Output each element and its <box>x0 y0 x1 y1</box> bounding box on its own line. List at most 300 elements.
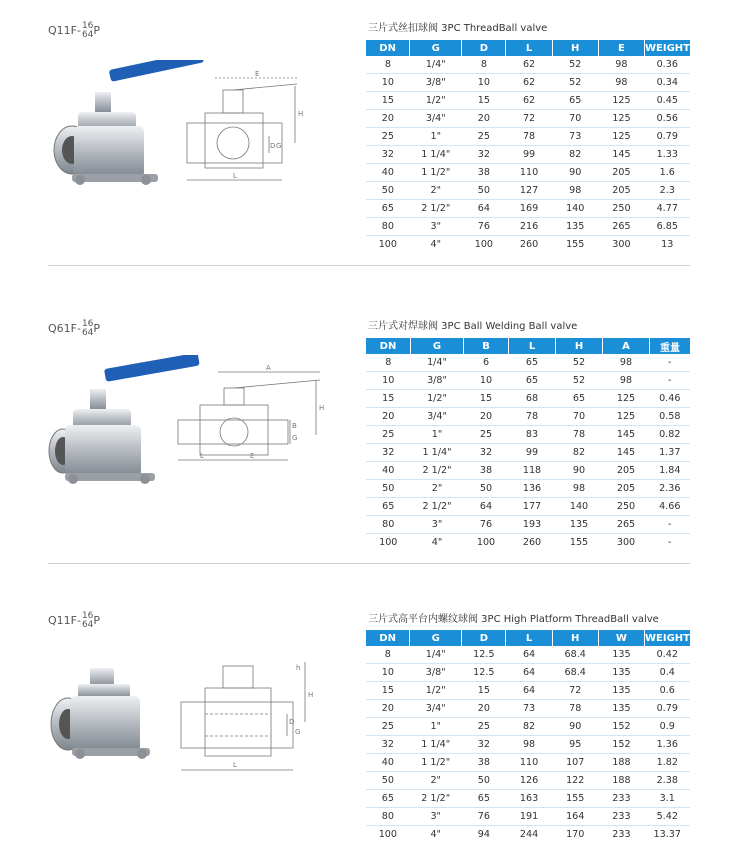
table-cell: 12.5 <box>462 664 506 682</box>
table-cell: 145 <box>603 444 650 462</box>
table-row <box>366 462 690 480</box>
table-cell: 38 <box>462 164 506 182</box>
table-cell: 8 <box>366 646 410 664</box>
table-cell: 300 <box>603 534 650 552</box>
table-cell: 65 <box>556 390 603 408</box>
table-cell: 1.82 <box>645 754 690 772</box>
table-cell: 38 <box>464 462 509 480</box>
section-divider <box>48 563 690 564</box>
dim-label: A <box>266 364 271 372</box>
table-cell: 169 <box>506 200 552 218</box>
table-cell: 4.77 <box>645 200 690 218</box>
table-row <box>366 164 690 182</box>
table-cell: 98 <box>598 74 644 92</box>
table-cell: 72 <box>506 110 552 128</box>
table-cell: 3/4" <box>410 700 462 718</box>
table-cell: 50 <box>366 772 410 790</box>
table-cell: 1 1/2" <box>410 754 462 772</box>
table-cell: 94 <box>462 826 506 843</box>
column-header: H <box>556 338 603 354</box>
table-cell: 233 <box>598 790 644 808</box>
dimension-drawing <box>175 68 310 186</box>
table-cell: 38 <box>462 754 506 772</box>
dim-label: H <box>298 110 303 118</box>
table-cell: 122 <box>552 772 598 790</box>
table-cell: 1 1/4" <box>410 736 462 754</box>
table-row <box>366 826 690 843</box>
dim-label: D <box>270 142 275 150</box>
table-cell: 1" <box>410 718 462 736</box>
table-cell: 2.3 <box>645 182 690 200</box>
model-fraction <box>82 612 93 630</box>
column-header: G <box>410 630 462 646</box>
table-cell: 164 <box>552 808 598 826</box>
table-cell: 8 <box>366 56 410 74</box>
table-row <box>366 92 690 110</box>
table-body <box>366 646 690 843</box>
dim-label: E <box>250 452 254 460</box>
table-cell: 110 <box>506 164 552 182</box>
table-cell: 191 <box>506 808 552 826</box>
model-suffix: P <box>93 322 100 335</box>
table-cell: 25 <box>464 426 509 444</box>
table-cell: 20 <box>366 700 410 718</box>
column-header: B <box>464 338 509 354</box>
table-cell: 2" <box>410 182 462 200</box>
table-cell: 78 <box>552 700 598 718</box>
table-cell: 1 1/4" <box>410 146 462 164</box>
table-cell: 100 <box>366 534 411 552</box>
table-cell: 15 <box>366 390 411 408</box>
table-cell: 1 1/4" <box>411 444 464 462</box>
table-cell: 64 <box>506 664 552 682</box>
table-cell: 73 <box>506 700 552 718</box>
table-cell: 260 <box>509 534 556 552</box>
column-header: D <box>462 630 506 646</box>
table-cell: 3.1 <box>645 790 690 808</box>
table-row <box>366 682 690 700</box>
table-cell: 80 <box>366 808 410 826</box>
table-cell: 3/8" <box>411 372 464 390</box>
table-cell: 135 <box>552 218 598 236</box>
table-cell: 20 <box>366 110 410 128</box>
table-cell: 65 <box>366 790 410 808</box>
table-title: 三片式高平台内螺纹球阀 3PC High Platform ThreadBall valve <box>368 610 659 625</box>
table-cell: 125 <box>598 110 644 128</box>
table-cell: 188 <box>598 754 644 772</box>
table-cell: 5.42 <box>645 808 690 826</box>
table-cell: 50 <box>462 182 506 200</box>
table-cell: 65 <box>552 92 598 110</box>
table-cell: 3/4" <box>410 110 462 128</box>
table-row <box>366 790 690 808</box>
section-thread-valve <box>0 0 746 265</box>
table-cell: 0.45 <box>645 92 690 110</box>
column-header: G <box>410 40 462 56</box>
model-fraction <box>82 22 93 40</box>
table-cell: 64 <box>506 646 552 664</box>
column-header: WEIGHT <box>645 630 690 646</box>
table-row <box>366 372 690 390</box>
table-cell: 100 <box>366 236 410 254</box>
table-cell: 0.4 <box>645 664 690 682</box>
table-cell: 82 <box>556 444 603 462</box>
table-cell: 2 1/2" <box>411 498 464 516</box>
table-row <box>366 444 690 462</box>
table-cell: 15 <box>462 92 506 110</box>
table-cell: 188 <box>598 772 644 790</box>
table-cell: 100 <box>464 534 509 552</box>
table-cell: 99 <box>506 146 552 164</box>
table-cell: 205 <box>603 480 650 498</box>
table-cell: 0.79 <box>645 128 690 146</box>
table-cell: 80 <box>366 516 411 534</box>
table-cell: 32 <box>366 736 410 754</box>
table-cell: 20 <box>366 408 411 426</box>
table-cell: 0.79 <box>645 700 690 718</box>
dim-label: h <box>296 664 300 672</box>
table-cell: 244 <box>506 826 552 843</box>
table-cell: 135 <box>598 664 644 682</box>
table-cell: 135 <box>556 516 603 534</box>
valve-body <box>65 425 141 477</box>
table-cell: 78 <box>556 426 603 444</box>
table-cell: 145 <box>603 426 650 444</box>
table-cell: 155 <box>552 790 598 808</box>
table-row <box>366 128 690 146</box>
table-cell: 140 <box>552 200 598 218</box>
table-cell: 25 <box>366 718 410 736</box>
table-cell: 12.5 <box>462 646 506 664</box>
table-cell: 65 <box>462 790 506 808</box>
valve-body <box>74 126 144 178</box>
model-num: 16 <box>82 612 93 621</box>
model-code <box>48 320 100 338</box>
table-cell: 0.56 <box>645 110 690 128</box>
model-prefix: Q61F- <box>48 322 81 335</box>
table-cell: 98 <box>552 182 598 200</box>
table-cell: 125 <box>603 390 650 408</box>
table-cell: 52 <box>556 354 603 372</box>
table-cell: 65 <box>509 354 556 372</box>
table-cell: 64 <box>462 200 506 218</box>
table-row <box>366 754 690 772</box>
table-row <box>366 736 690 754</box>
model-den: 64 <box>82 621 93 630</box>
table-row <box>366 74 690 92</box>
table-cell: 118 <box>509 462 556 480</box>
column-header: DN <box>366 338 411 354</box>
table-cell: 0.42 <box>645 646 690 664</box>
table-cell: 0.34 <box>645 74 690 92</box>
column-header: L <box>509 338 556 354</box>
table-cell: 265 <box>603 516 650 534</box>
table-cell: 10 <box>464 372 509 390</box>
table-cell: 78 <box>509 408 556 426</box>
table-cell: 20 <box>462 700 506 718</box>
column-header: D <box>462 40 506 56</box>
table-cell: 1.84 <box>650 462 691 480</box>
table-cell: 50 <box>366 182 410 200</box>
table-cell: 13 <box>645 236 690 254</box>
table-cell: 20 <box>464 408 509 426</box>
table-row <box>366 146 690 164</box>
table-cell: 76 <box>462 218 506 236</box>
table-cell: 83 <box>509 426 556 444</box>
dim-label: E <box>255 70 259 78</box>
table-cell: 1.6 <box>645 164 690 182</box>
table-cell: 72 <box>552 682 598 700</box>
dim-label: H <box>319 404 324 412</box>
table-cell: 126 <box>506 772 552 790</box>
spec-table <box>366 630 690 843</box>
section-high-platform-valve <box>0 580 746 834</box>
model-num: 16 <box>82 320 93 329</box>
table-cell: 78 <box>506 128 552 146</box>
table-cell: 90 <box>552 718 598 736</box>
table-cell: 205 <box>598 182 644 200</box>
table-cell: 152 <box>598 718 644 736</box>
table-row <box>366 808 690 826</box>
table-row <box>366 480 690 498</box>
table-cell: 32 <box>462 736 506 754</box>
table-cell: 3/8" <box>410 664 462 682</box>
table-cell: 6 <box>464 354 509 372</box>
table-cell: 4.66 <box>650 498 691 516</box>
table-cell: 0.46 <box>650 390 691 408</box>
dimension-drawing <box>170 360 330 472</box>
table-cell: 2 1/2" <box>410 200 462 218</box>
table-cell: 205 <box>603 462 650 480</box>
table-cell: 52 <box>552 74 598 92</box>
table-row <box>366 390 690 408</box>
table-cell: 3" <box>410 218 462 236</box>
dim-label: L <box>233 761 237 769</box>
table-cell: 4" <box>410 236 462 254</box>
table-cell: 6.85 <box>645 218 690 236</box>
table-cell: 0.58 <box>650 408 691 426</box>
column-header: 重量 <box>650 338 691 354</box>
table-cell: 1/2" <box>410 92 462 110</box>
table-row <box>366 56 690 74</box>
table-row <box>366 646 690 664</box>
table-row <box>366 408 690 426</box>
table-cell: 25 <box>366 128 410 146</box>
model-num: 16 <box>82 22 93 31</box>
table-row <box>366 110 690 128</box>
table-cell: 25 <box>462 718 506 736</box>
table-cell: 0.36 <box>645 56 690 74</box>
valve-stem <box>95 92 111 114</box>
table-cell: 152 <box>598 736 644 754</box>
table-cell: 4" <box>411 534 464 552</box>
table-cell: 62 <box>506 92 552 110</box>
table-cell: 10 <box>366 664 410 682</box>
table-cell: 98 <box>603 372 650 390</box>
table-cell: 2 1/2" <box>410 790 462 808</box>
table-cell: 76 <box>462 808 506 826</box>
table-row <box>366 218 690 236</box>
table-cell: 1" <box>411 426 464 444</box>
table-cell: 4" <box>410 826 462 843</box>
table-cell: 64 <box>464 498 509 516</box>
table-cell: 1.37 <box>650 444 691 462</box>
table-cell: 62 <box>506 74 552 92</box>
table-cell: 10 <box>366 74 410 92</box>
table-cell: 15 <box>366 92 410 110</box>
table-cell: 1.36 <box>645 736 690 754</box>
table-cell: 100 <box>366 826 410 843</box>
table-cell: 300 <box>598 236 644 254</box>
table-cell: 62 <box>506 56 552 74</box>
table-cell: 260 <box>506 236 552 254</box>
table-cell: 25 <box>462 128 506 146</box>
column-header: WEIGHT <box>645 40 690 56</box>
table-cell: 99 <box>509 444 556 462</box>
table-cell: 82 <box>506 718 552 736</box>
table-body <box>366 56 690 253</box>
spec-table <box>366 40 690 253</box>
table-row <box>366 700 690 718</box>
table-cell: 90 <box>556 462 603 480</box>
table-cell: 2.36 <box>650 480 691 498</box>
table-cell: 98 <box>556 480 603 498</box>
table-header-row <box>366 338 690 354</box>
table-cell: 76 <box>464 516 509 534</box>
table-row <box>366 354 690 372</box>
table-cell: 70 <box>556 408 603 426</box>
table-cell: 98 <box>598 56 644 74</box>
table-cell: 25 <box>366 426 411 444</box>
table-cell: 68 <box>509 390 556 408</box>
model-fraction <box>82 320 93 338</box>
table-cell: 90 <box>552 164 598 182</box>
section-welding-valve <box>0 290 746 560</box>
table-cell: 70 <box>552 110 598 128</box>
table-cell: 100 <box>462 236 506 254</box>
model-suffix: P <box>93 24 100 37</box>
dim-label: G <box>295 728 300 736</box>
column-header: H <box>552 40 598 56</box>
column-header: L <box>506 630 552 646</box>
table-cell: 8 <box>366 354 411 372</box>
table-cell: 1/2" <box>410 682 462 700</box>
model-code <box>48 22 100 40</box>
table-cell: 155 <box>556 534 603 552</box>
table-cell: 2.38 <box>645 772 690 790</box>
table-cell: 125 <box>598 128 644 146</box>
dim-label: L <box>200 452 204 460</box>
table-cell: 32 <box>366 444 411 462</box>
table-cell: 32 <box>366 146 410 164</box>
table-cell: 3" <box>411 516 464 534</box>
dim-label: L <box>233 172 237 180</box>
table-cell: - <box>650 372 691 390</box>
table-cell: 65 <box>366 200 410 218</box>
table-title: 三片式丝扣球阀 3PC ThreadBall valve <box>368 19 547 34</box>
table-cell: 40 <box>366 754 410 772</box>
table-cell: 50 <box>366 480 411 498</box>
table-cell: 155 <box>552 236 598 254</box>
column-header: W <box>598 630 644 646</box>
dim-label: H <box>308 691 313 699</box>
valve-body <box>70 696 140 752</box>
table-row <box>366 664 690 682</box>
table-cell: 40 <box>366 164 410 182</box>
table-cell: - <box>650 354 691 372</box>
table-cell: 15 <box>366 682 410 700</box>
table-cell: 2" <box>410 772 462 790</box>
table-cell: 64 <box>506 682 552 700</box>
table-cell: 0.6 <box>645 682 690 700</box>
table-cell: 68.4 <box>552 664 598 682</box>
column-header: L <box>506 40 552 56</box>
table-cell: 135 <box>598 682 644 700</box>
model-prefix: Q11F- <box>48 614 81 627</box>
table-header-row <box>366 40 690 56</box>
table-cell: 2" <box>411 480 464 498</box>
dim-label: B <box>292 422 297 430</box>
table-cell: 177 <box>509 498 556 516</box>
table-row <box>366 772 690 790</box>
table-cell: 10 <box>366 372 411 390</box>
table-cell: 73 <box>552 128 598 146</box>
table-cell: - <box>650 516 691 534</box>
table-cell: 127 <box>506 182 552 200</box>
model-prefix: Q11F- <box>48 24 81 37</box>
table-cell: 136 <box>509 480 556 498</box>
column-header: E <box>598 40 644 56</box>
table-row <box>366 498 690 516</box>
table-cell: 145 <box>598 146 644 164</box>
table-cell: 1/4" <box>411 354 464 372</box>
column-header: G <box>411 338 464 354</box>
table-cell: 3/8" <box>410 74 462 92</box>
table-cell: 32 <box>462 146 506 164</box>
table-cell: 1.33 <box>645 146 690 164</box>
table-cell: 233 <box>598 808 644 826</box>
table-cell: 1" <box>410 128 462 146</box>
table-cell: 1/4" <box>410 646 462 664</box>
table-cell: 98 <box>506 736 552 754</box>
table-cell: 2 1/2" <box>411 462 464 480</box>
model-code <box>48 612 100 630</box>
dim-label: G <box>292 434 297 442</box>
table-title: 三片式对焊球阀 3PC Ball Welding Ball valve <box>368 317 577 332</box>
table-row <box>366 718 690 736</box>
dim-label: D <box>289 718 294 726</box>
table-header-row <box>366 630 690 646</box>
table-row <box>366 426 690 444</box>
table-cell: 15 <box>462 682 506 700</box>
table-cell: 163 <box>506 790 552 808</box>
table-cell: 82 <box>552 146 598 164</box>
table-row <box>366 534 690 552</box>
table-cell: 95 <box>552 736 598 754</box>
table-cell: 98 <box>603 354 650 372</box>
table-cell: 32 <box>464 444 509 462</box>
table-cell: 140 <box>556 498 603 516</box>
section-divider <box>48 265 690 266</box>
table-cell: 170 <box>552 826 598 843</box>
table-cell: 20 <box>462 110 506 128</box>
valve-stem <box>90 389 106 411</box>
table-cell: 1/4" <box>410 56 462 74</box>
table-cell: 13.37 <box>645 826 690 843</box>
table-cell: 125 <box>598 92 644 110</box>
column-header: H <box>552 630 598 646</box>
table-cell: 3" <box>410 808 462 826</box>
